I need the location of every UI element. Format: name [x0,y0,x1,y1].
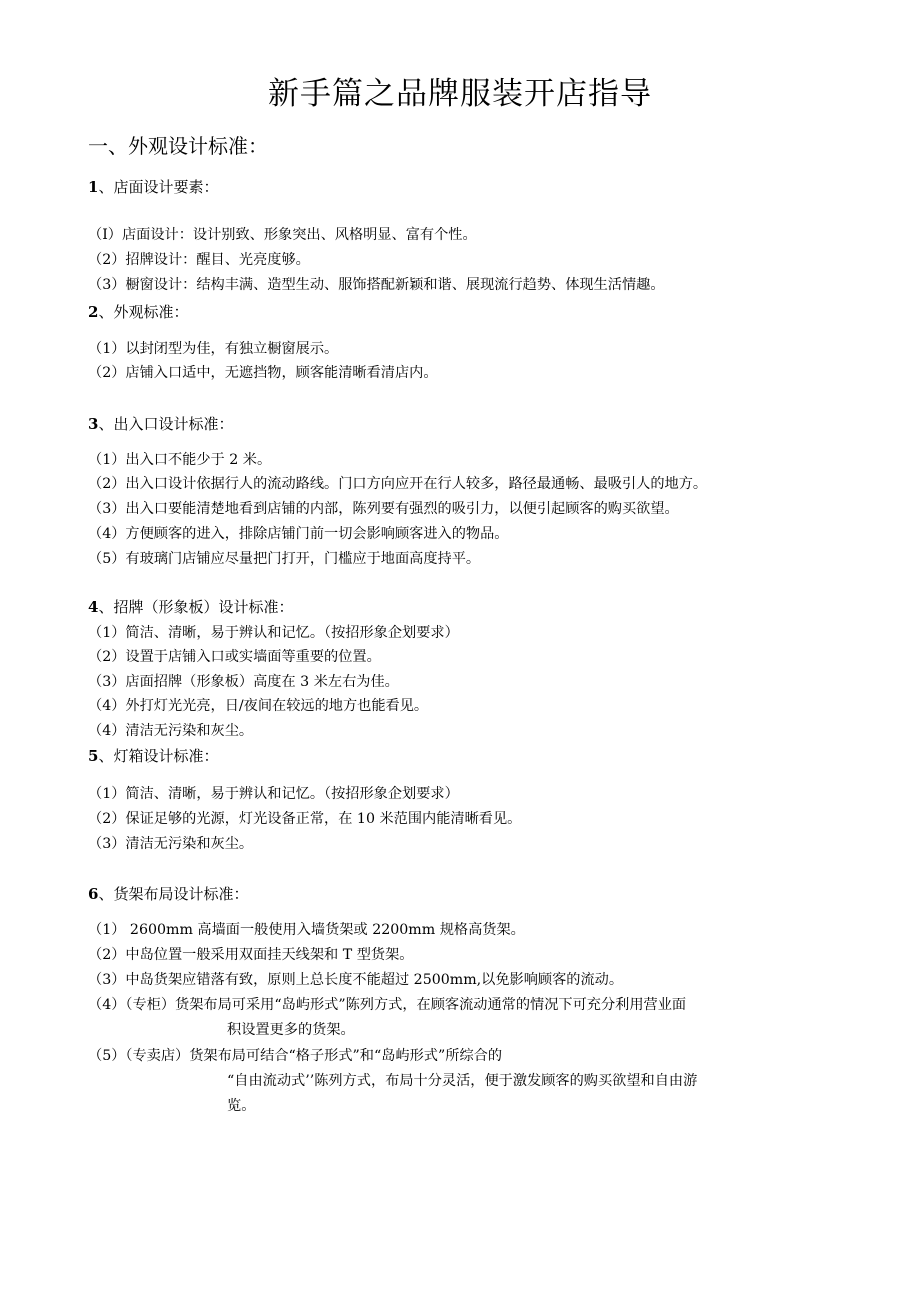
section-number: 4 [88,598,99,616]
section-heading [88,413,233,434]
list-item: （2）出入口设计依据行人的流动路线。门口方向应开在行人较多，路径最通畅、最吸引人的地方。 [88,476,708,492]
list-item: （2）招牌设计：醒目、光亮度够。 [88,252,310,268]
section-number: 3 [88,415,99,433]
main-heading: 一、外观设计标准： [88,134,268,158]
section-title: 、灯箱设计标准： [98,747,219,765]
list-item: （1）出入口不能少于 2 米。 [88,452,272,468]
list-item: （1）简洁、清晰，易于辨认和记忆。（按招形象企划要求） [88,786,459,802]
section-number: 1 [88,178,99,196]
list-item: （2）设置于店铺入口或实墙面等重要的位置。 [88,649,381,665]
list-item: （1）简洁、清晰，易于辨认和记忆。（按招形象企划要求） [88,625,459,641]
section-title: 、出入口设计标准： [98,415,234,433]
list-item-continuation: 积设置更多的货架。 [227,1022,355,1038]
list-item: （1） 2600mm 高墙面一般使用入墙货架或 2200mm 规格高货架。 [88,922,525,938]
section-number: 5 [88,747,99,765]
list-item: （3）出入口要能清楚地看到店铺的内部，陈列要有强烈的吸引力，以便引起顾客的购买欲望。 [88,501,679,517]
list-item-continuation: “自由流动式’’陈列方式，布局十分灵活，便于激发顾客的购买欲望和自由游 [227,1073,698,1089]
list-item: （2）店铺入口适中，无遮挡物，顾客能清晰看清店内。 [88,365,438,381]
list-item: （3）店面招牌（形象板）高度在 3 米左右为佳。 [88,674,399,690]
section-heading [88,745,218,766]
list-item: （3）橱窗设计：结构丰满、造型生动、服饰搭配新颖和谐、展现流行趋势、体现生活情趣。 [88,277,665,293]
list-item: （3）清洁无污染和灰尘。 [88,836,254,852]
list-item: （4）（专柜）货架布局可采用“岛屿形式”陈列方式，在顾客流动通常的情况下可充分利用营业面 [88,997,687,1013]
section-title: 、外观标准： [98,303,189,321]
list-item: （3）中岛货架应错落有致，原则上总长度不能超过 2500mm,以免影响顾客的流动。 [88,972,624,988]
list-item: （2）保证足够的光源，灯光设备正常，在 10 米范围内能清晰看见。 [88,811,522,827]
section-heading [88,883,248,904]
list-item: （4）方便顾客的进入，排除店铺门前一切会影响顾客进入的物品。 [88,526,509,542]
document-title: 新手篇之品牌服装开店指导 [268,76,652,112]
list-item: （I）店面设计：设计别致、形象突出、风格明显、富有个性。 [88,227,477,243]
list-item: （4）外打灯光光亮，日/夜间在较远的地方也能看见。 [88,698,429,714]
list-item: （2）中岛位置一般采用双面挂天线架和 T 型货架。 [88,947,414,963]
section-heading [88,301,188,322]
list-item-continuation: 览。 [227,1098,256,1114]
section-number: 2 [88,303,99,321]
list-item: （5）有玻璃门店铺应尽量把门打开，门槛应于地面高度持平。 [88,551,481,567]
section-title: 、货架布局设计标准： [98,885,249,903]
section-title: 、招牌（形象板）设计标准： [98,598,294,616]
section-heading [88,596,293,617]
section-title: 、店面设计要素： [98,178,219,196]
list-item: （1）以封闭型为佳，有独立橱窗展示。 [88,341,339,357]
list-item: （4）清洁无污染和灰尘。 [88,723,254,739]
section-number: 6 [88,885,99,903]
list-item: （5）（专卖店）货架布局可结合“格子形式”和“岛屿形式”所综合的 [88,1048,503,1064]
section-heading [88,176,218,197]
